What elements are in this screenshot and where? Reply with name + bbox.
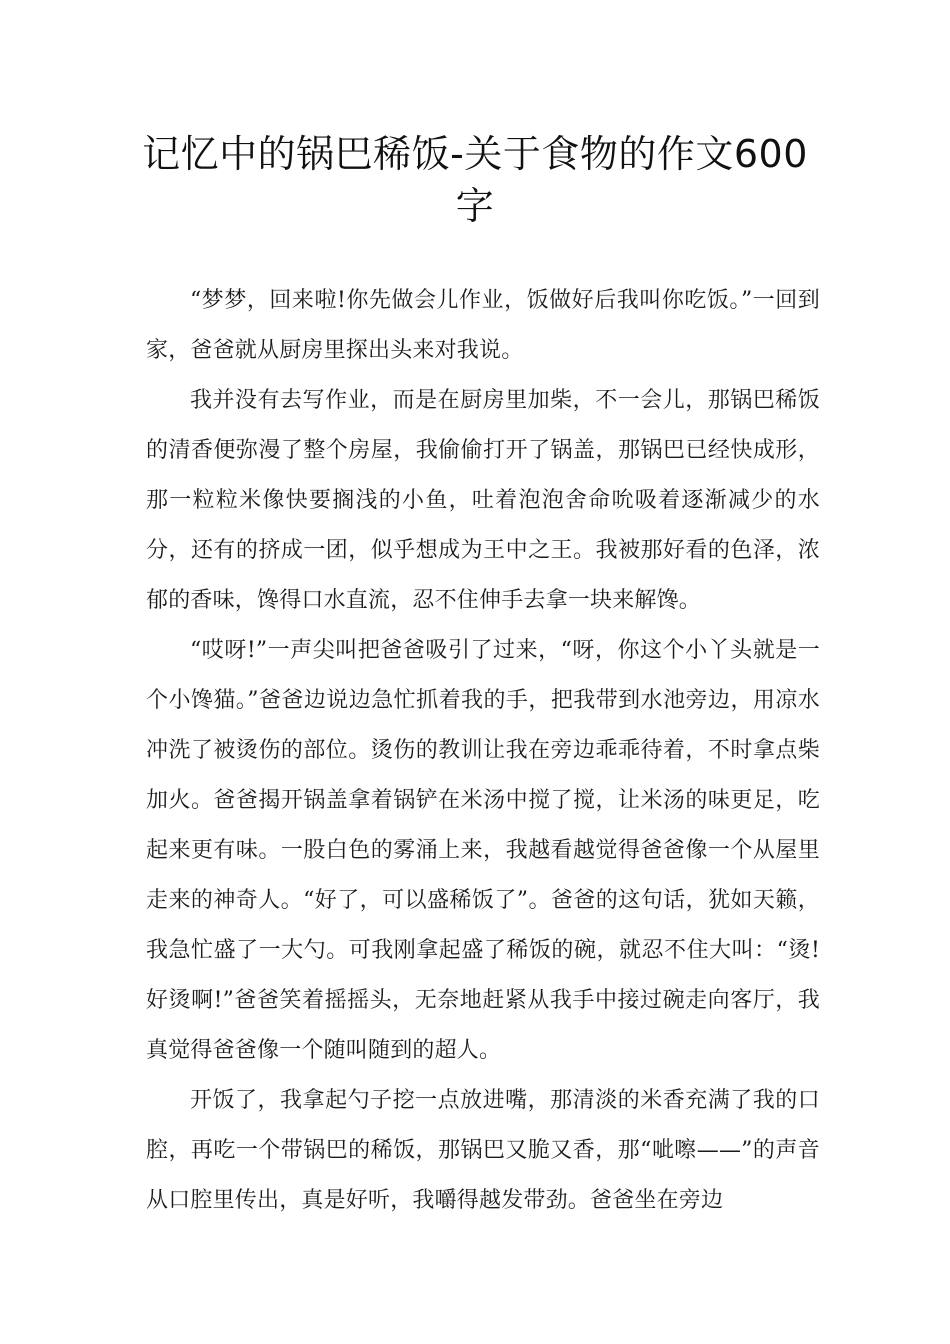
paragraph: “哎呀!”一声尖叫把爸爸吸引了过来，“呀，你这个小丫头就是一个小馋猫。”爸爸边说边急忙抓着我的手，把我带到水池旁边，用凉水冲洗了被烫伤的部位。烫伤的教训让我在旁边乖乖待着，不时拿点柴加火。爸爸揭开锅盖拿着锅铲在米汤中搅了搅，让米汤的味更足，吃起来更有味。一股白色的雾涌上来，我越看越觉得爸爸像一个从屋里走来的神奇人。“好了，可以盛稀饭了”。爸爸的这句话，犹如天籁，我急忙盛了一大勺。可我刚拿起盛了稀饭的碗，就忍不住大叫：“烫!好烫啊!”爸爸笑着摇摇头，无奈地赶紧从我手中接过碗走向客厅，我真觉得爸爸像一个随叫随到的超人。 (146, 638, 820, 1063)
paragraph: 开饭了，我拿起勺子挖一点放进嘴，那清淡的米香充满了我的口腔，再吃一个带锅巴的稀饭，那锅巴又脆又香，那“呲嚓——”的声音从口腔里传出，真是好听，我嚼得越发带劲。爸爸坐在旁边 (146, 1088, 820, 1213)
document-body (146, 276, 820, 1226)
paragraph: 我并没有去写作业，而是在厨房里加柴，不一会儿，那锅巴稀饭的清香便弥漫了整个房屋，我偷偷打开了锅盖，那锅巴已经快成形，那一粒粒米像快要搁浅的小鱼，吐着泡泡舍命吮吸着逐渐减少的水分，还有的挤成一团，似乎想成为王中之王。我被那好看的色泽，浓郁的香味，馋得口水直流，忍不住伸手去拿一块来解馋。 (146, 388, 820, 613)
paragraph: “梦梦，回来啦!你先做会儿作业，饭做好后我叫你吃饭。”一回到家，爸爸就从厨房里探出头来对我说。 (146, 288, 820, 363)
document-title: 记忆中的锅巴稀饭-关于食物的作文600字 (142, 132, 808, 228)
